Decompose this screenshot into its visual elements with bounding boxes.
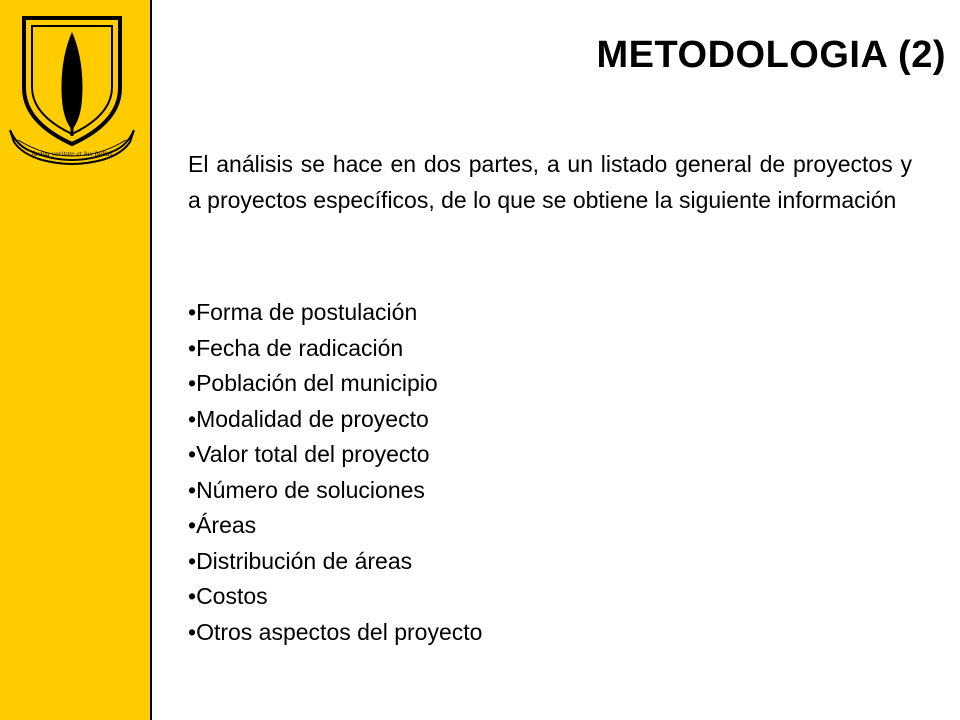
info-list — [188, 295, 482, 650]
list-item-label: Número de soluciones — [196, 476, 425, 503]
intro-paragraph: El análisis se hace en dos partes, a un listado general de proyectos y a proyectos específicos, de lo que se obtiene la siguiente información — [188, 151, 912, 213]
list-item — [188, 508, 482, 544]
bullet-marker: • — [188, 405, 197, 432]
list-item — [188, 331, 482, 367]
list-item-label: Forma de postulación — [196, 299, 418, 325]
bullet-marker: • — [188, 512, 197, 538]
list-item — [188, 366, 482, 402]
list-item — [188, 544, 482, 580]
list-item-label: Otros aspectos del proyecto — [196, 618, 483, 645]
bullet-marker: • — [188, 334, 197, 361]
list-item-label: Distribución de áreas — [196, 547, 413, 574]
bullet-marker: • — [188, 618, 197, 645]
list-item — [188, 402, 482, 438]
list-item — [188, 615, 482, 651]
list-item-label: Costos — [196, 583, 268, 609]
list-item — [188, 473, 482, 509]
list-item-label: Población del municipio — [196, 370, 438, 396]
bullet-marker: • — [188, 370, 197, 396]
sidebar — [0, 0, 152, 720]
bullet-marker: • — [188, 476, 197, 503]
list-item — [188, 437, 482, 473]
bullet-marker: • — [188, 299, 197, 325]
list-item — [188, 579, 482, 615]
list-item-label: Modalidad de proyecto — [196, 405, 429, 432]
bullet-marker: • — [188, 441, 197, 467]
crest-motto: Ardua veritate et lux bellus — [31, 149, 113, 158]
bullet-marker: • — [188, 547, 197, 574]
list-item-label: Valor total del proyecto — [196, 441, 430, 467]
bullet-marker: • — [188, 583, 197, 609]
list-item — [188, 295, 482, 331]
list-item-label: Áreas — [196, 512, 257, 538]
slide-title: METODOLOGIA (2) — [596, 34, 946, 76]
university-crest-icon — [6, 10, 138, 166]
list-item-label: Fecha de radicación — [196, 334, 404, 361]
